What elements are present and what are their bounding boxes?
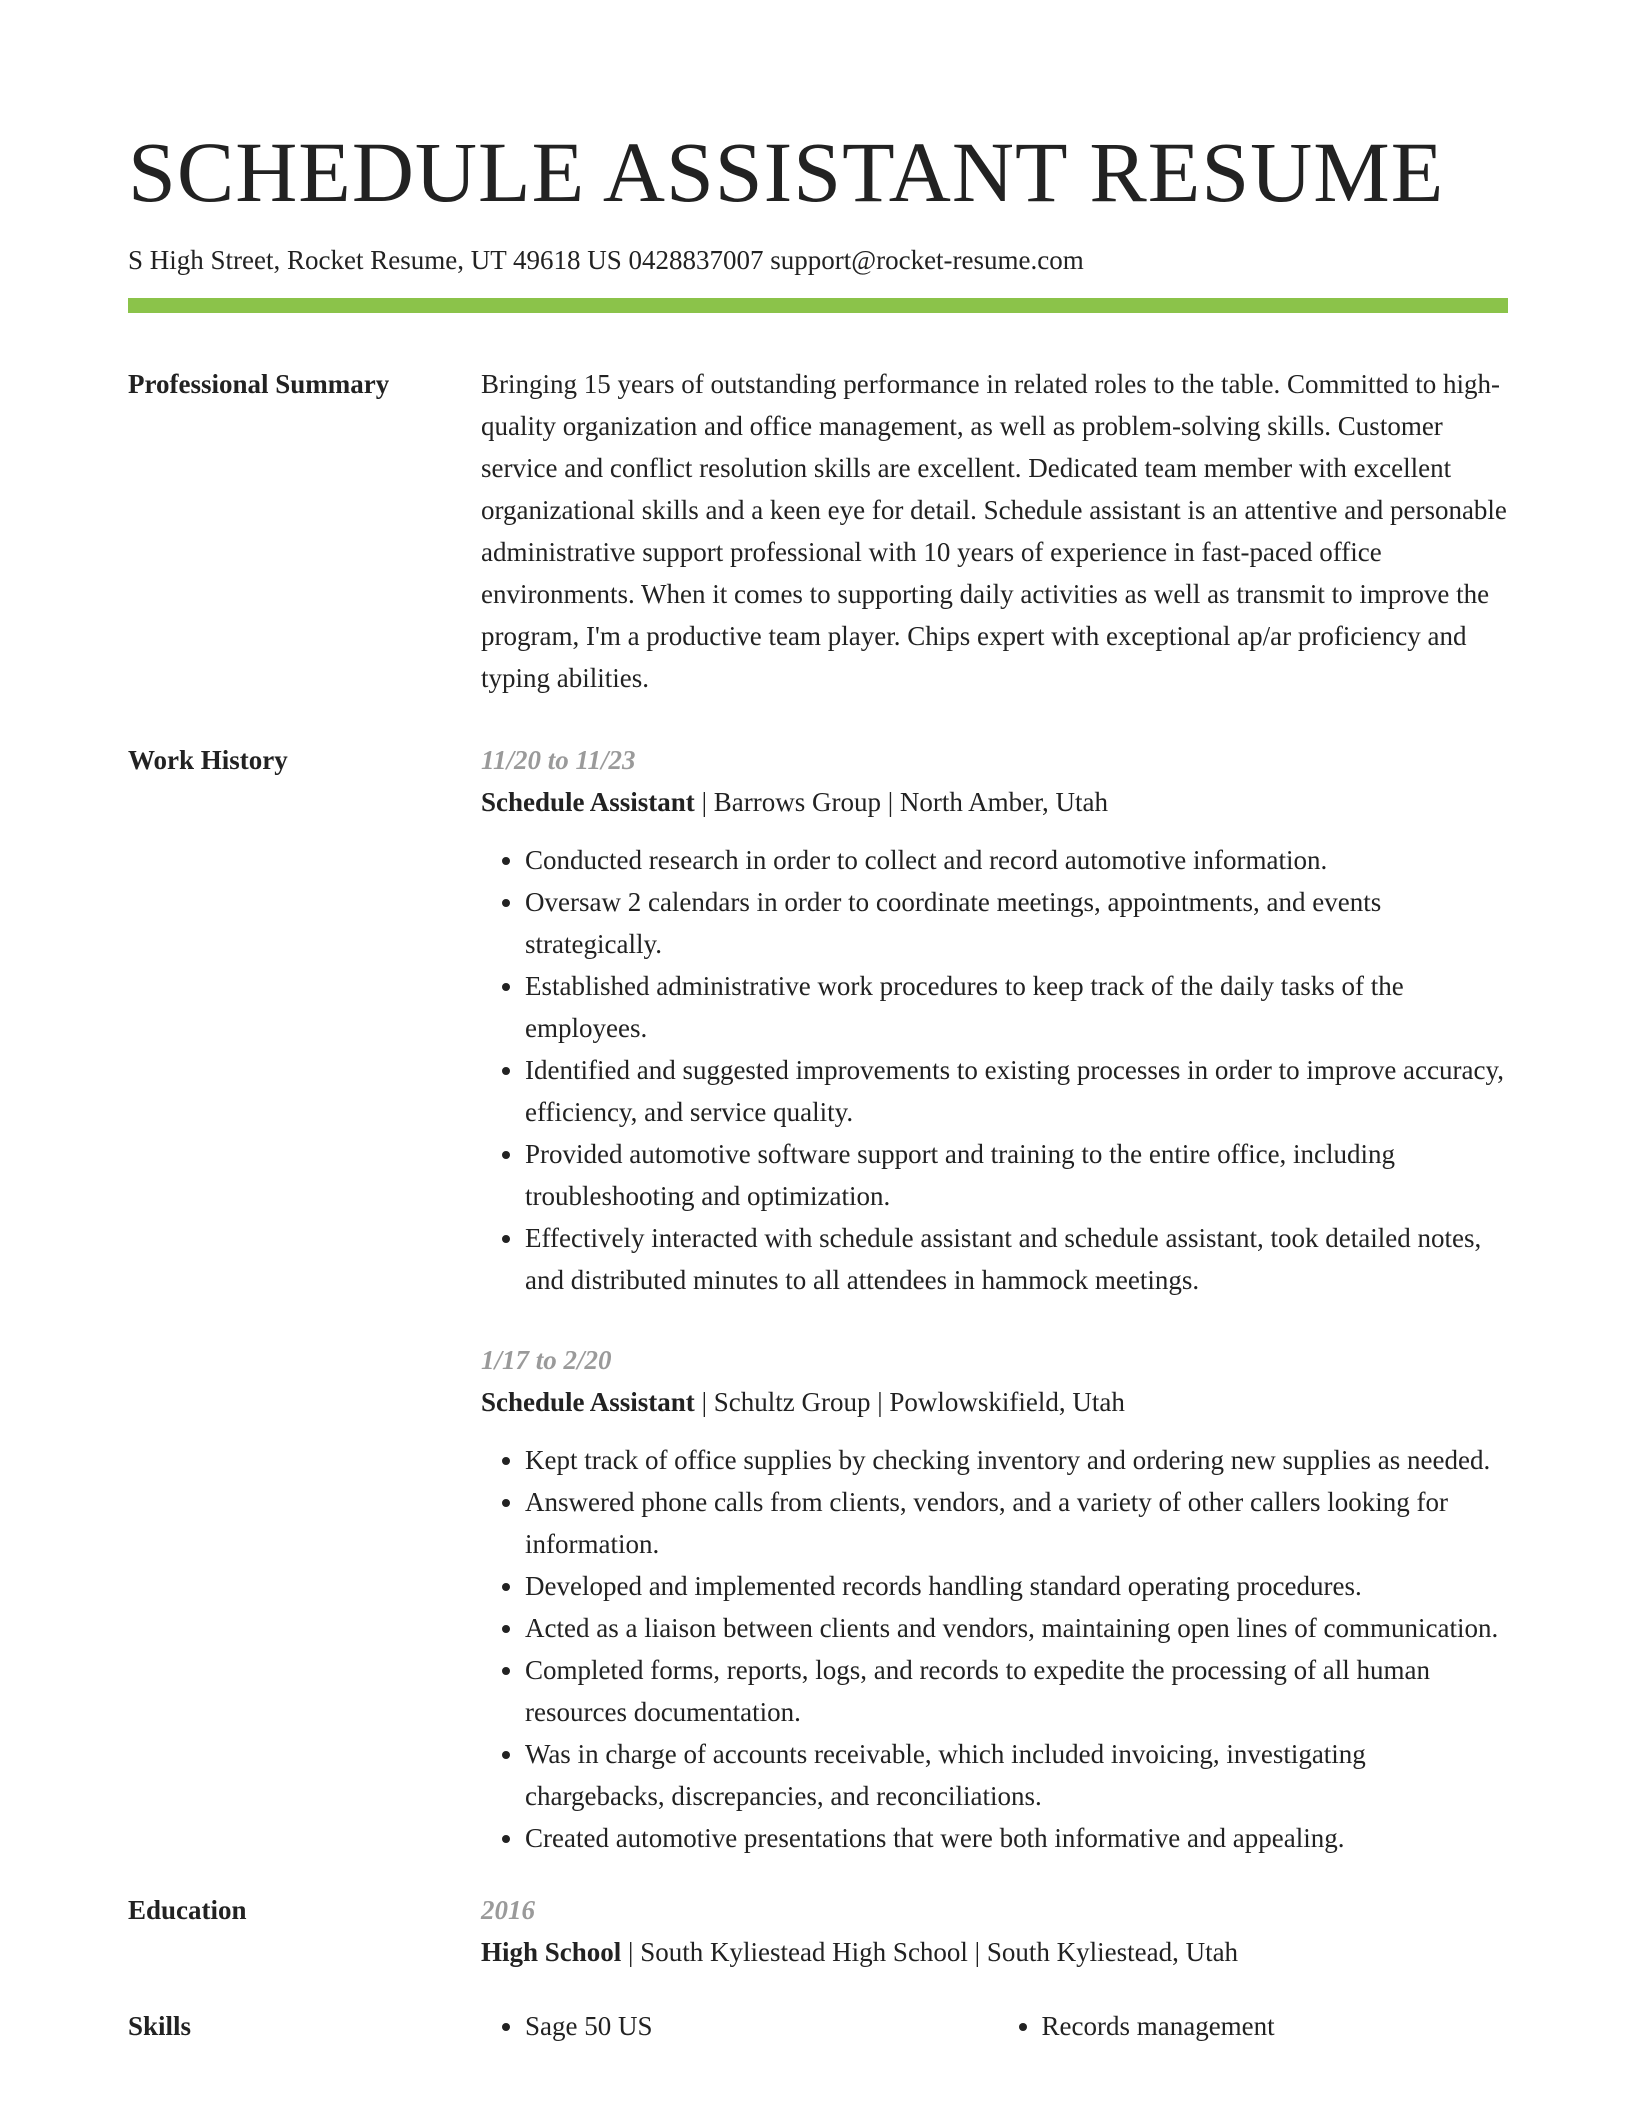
job-heading <box>481 1381 1508 1423</box>
skill-item: • Sage 50 US <box>525 2005 992 2047</box>
duty-item: • Answered phone calls from clients, vendors, and a variety of other callers looking for information. <box>525 1481 1508 1565</box>
duty-item: • Completed forms, reports, logs, and records to expedite the processing of all human resources documentation. <box>525 1649 1508 1733</box>
job-details: | Barrows Group | North Amber, Utah <box>694 787 1108 817</box>
duty-item: • Kept track of office supplies by checking inventory and ordering new supplies as needed. <box>525 1439 1508 1481</box>
section-title-summary: Professional Summary <box>128 369 390 399</box>
section-title-work: Work History <box>128 745 288 775</box>
duty-item: • Provided automotive software support and training to the entire office, including troubleshooting and optimization. <box>525 1133 1508 1217</box>
education-section <box>128 1889 1508 1973</box>
summary-body <box>481 363 1508 699</box>
job-role: Schedule Assistant <box>481 1387 695 1417</box>
duty-item: • Acted as a liaison between clients and vendors, maintaining open lines of communication. <box>525 1607 1508 1649</box>
duty-item: • Identified and suggested improvements to existing processes in order to improve accuracy, efficiency, and service quality. <box>525 1049 1508 1133</box>
resume-page <box>128 0 1508 2047</box>
summary-section <box>128 363 1508 699</box>
job-heading <box>481 781 1508 823</box>
work-history-section <box>128 739 1508 1859</box>
education-body <box>481 1889 1508 1973</box>
duty-item: • Conducted research in order to collect and record automotive information. <box>525 839 1508 881</box>
education-heading <box>481 1931 1508 1973</box>
education-date: 2016 <box>481 1895 535 1925</box>
skills-section <box>128 2005 1508 2047</box>
header-divider <box>128 298 1508 313</box>
job-details: | Schultz Group | Powlowskifield, Utah <box>694 1387 1125 1417</box>
work-history-body <box>481 739 1508 1859</box>
duty-item: • Effectively interacted with schedule assistant and schedule assistant, took detailed notes, and distributed minutes to all attendees in hammock meetings. <box>525 1217 1508 1301</box>
job-entry <box>481 1339 1508 1859</box>
job-dates: 1/17 to 2/20 <box>481 1345 612 1375</box>
job-dates: 11/20 to 11/23 <box>481 745 636 775</box>
duty-item: • Oversaw 2 calendars in order to coordinate meetings, appointments, and events strategically. <box>525 881 1508 965</box>
contact-line: S High Street, Rocket Resume, UT 49618 US 0428837007 support@rocket-resume.com <box>128 245 1084 275</box>
section-title-education: Education <box>128 1895 247 1925</box>
skill-item: • Records management <box>1042 2005 1509 2047</box>
resume-title: SCHEDULE ASSISTANT RESUME <box>128 124 1445 220</box>
job-duties <box>481 839 1508 1301</box>
summary-text: Bringing 15 years of outstanding performance in related roles to the table. Committed to high-quality organization and office management, as well as problem-solving skills. Customer service and conflict resolution skills are excellent. Dedicated team member with excellent organizational skills and a keen eye for detail. Schedule assistant is an attentive and personable administrative support professional with 10 years of experience in fast-paced office environments. When it comes to supporting daily activities as well as transmit to improve the program, I'm a productive team player. Chips expert with exceptional ap/ar proficiency and typing abilities. <box>481 369 1507 693</box>
education-degree: High School <box>481 1937 622 1967</box>
duty-item: • Established administrative work procedures to keep track of the daily tasks of the employees. <box>525 965 1508 1049</box>
job-role: Schedule Assistant <box>481 787 695 817</box>
duty-item: • Created automotive presentations that were both informative and appealing. <box>525 1817 1508 1859</box>
job-entry <box>481 739 1508 1301</box>
duty-item: • Developed and implemented records handling standard operating procedures. <box>525 1565 1508 1607</box>
skills-body <box>481 2005 1508 2047</box>
education-details: | South Kyliestead High School | South Kyliestead, Utah <box>621 1937 1239 1967</box>
section-title-skills: Skills <box>128 2011 192 2041</box>
skills-list <box>481 2005 1508 2047</box>
duty-item: • Was in charge of accounts receivable, which included invoicing, investigating chargebacks, discrepancies, and reconciliations. <box>525 1733 1508 1817</box>
job-duties <box>481 1439 1508 1859</box>
